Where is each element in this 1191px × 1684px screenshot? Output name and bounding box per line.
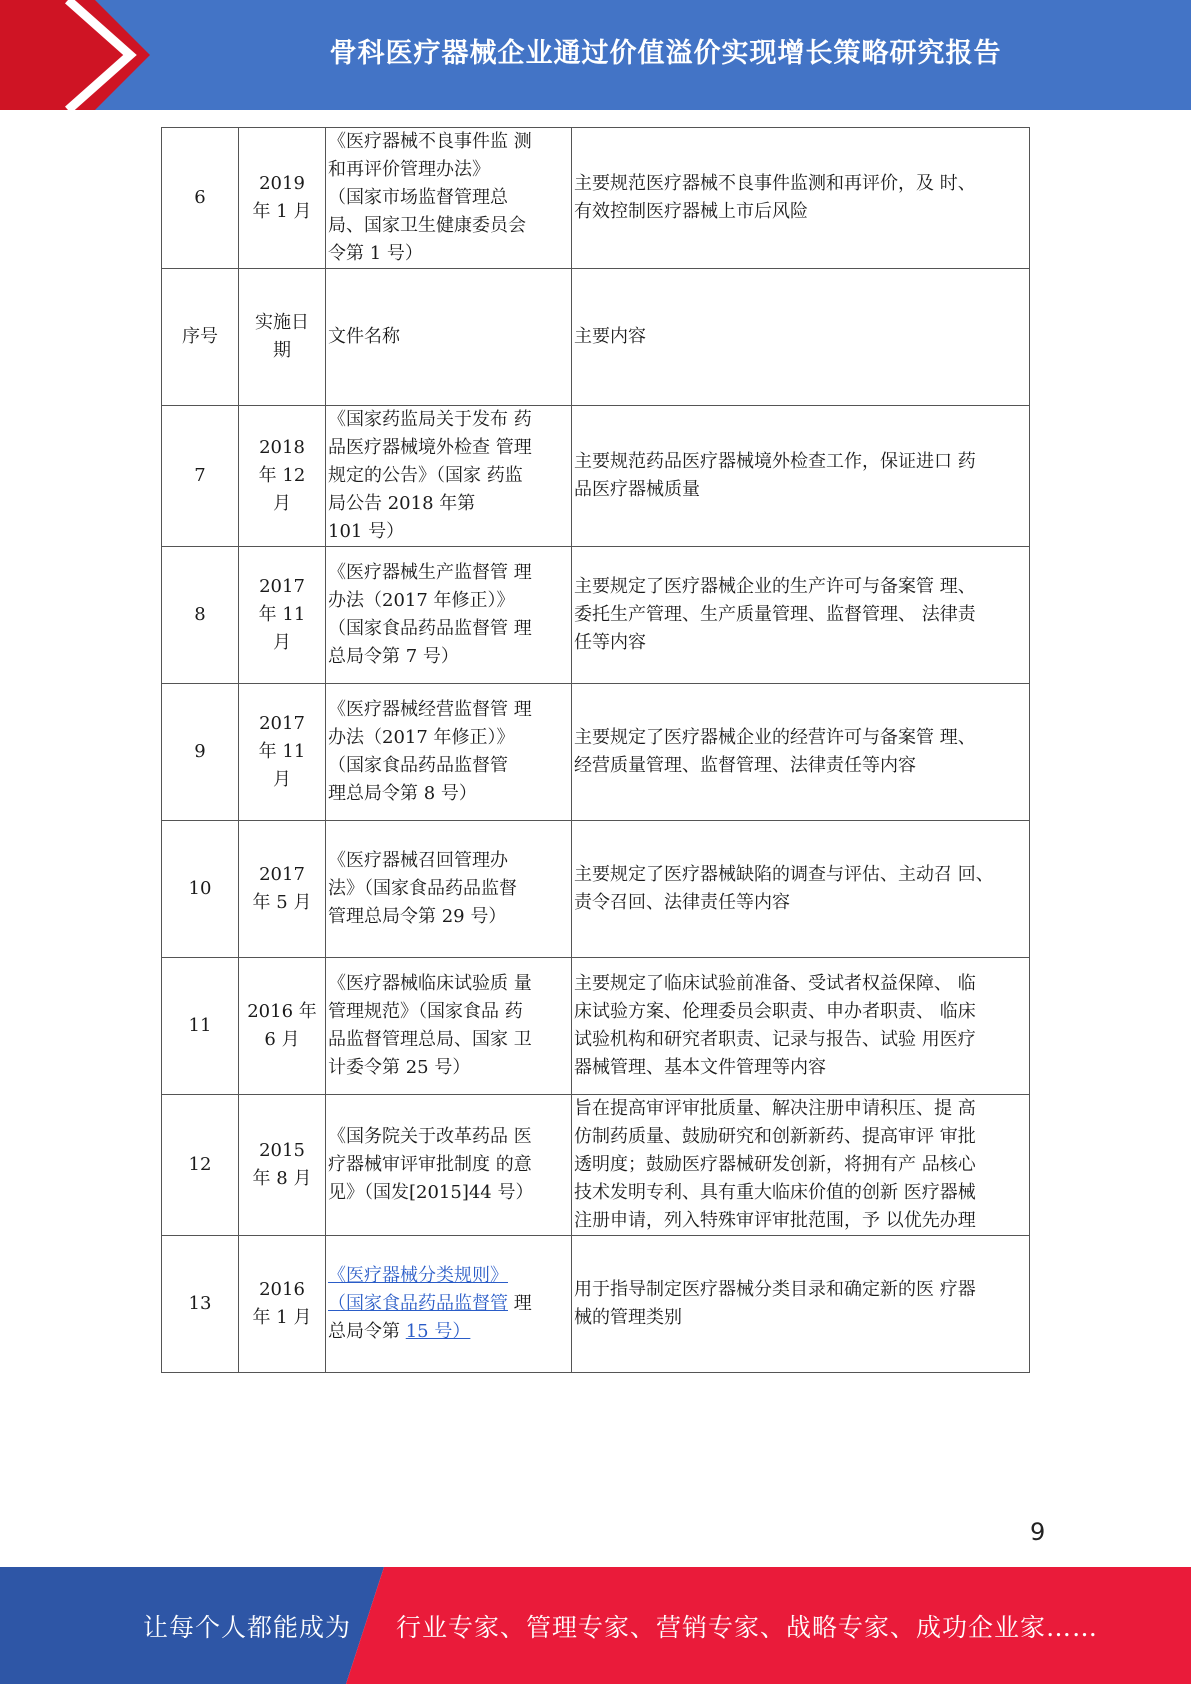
content-line: 主要规范药品医疗器械境外检查工作，保证进口 药	[574, 451, 976, 472]
date-line: 2018	[259, 437, 305, 458]
date-line: 月	[273, 632, 291, 653]
content-line: 品医疗器械质量	[574, 479, 700, 500]
date-line: 年 12	[258, 465, 306, 486]
document-name-line: 《医疗器械生产监督管 理	[328, 562, 532, 583]
date-line: 实施日	[255, 312, 309, 333]
date-line: 2017	[259, 864, 305, 885]
content-line: 透明度；鼓励医疗器械研发创新，将拥有产 品核心	[574, 1154, 976, 1175]
document-name-line: 办法（2017 年修正）》	[328, 727, 515, 748]
date-line: 6 月	[264, 1029, 300, 1050]
content-line: 主要规范医疗器械不良事件监测和再评价，及 时、	[574, 173, 976, 194]
document-name-line: 见》（国发[2015]44 号）	[328, 1182, 534, 1203]
content-line: 器械管理、基本文件管理等内容	[574, 1057, 826, 1078]
document-name-line: 管理规范》（国家食品 药	[328, 1001, 523, 1022]
effective-date-cell	[239, 128, 326, 269]
main-content-cell	[572, 269, 1030, 406]
table-row	[162, 406, 1030, 547]
table-row	[162, 1236, 1030, 1373]
document-name-line: 理总局令第 8 号）	[328, 783, 477, 804]
document-name-text: 理	[508, 1293, 532, 1314]
content-line: 注册申请，列入特殊审评审批范围，予 以优先办理	[574, 1210, 976, 1231]
document-name-line: 疗器械审评审批制度 的意	[328, 1154, 532, 1175]
row-number-cell: 9	[162, 684, 239, 821]
document-name-line: 局、国家卫生健康委员会	[328, 215, 526, 236]
date-line: 2017	[259, 713, 305, 734]
content-line: 仿制药质量、鼓励研究和创新新药、提高审评 审批	[574, 1126, 976, 1147]
content-line: 有效控制医疗器械上市后风险	[574, 201, 808, 222]
row-number-cell: 12	[162, 1095, 239, 1236]
date-line: 年 8 月	[252, 1168, 312, 1189]
row-number-cell: 7	[162, 406, 239, 547]
document-name-line: 品医疗器械境外检查 管理	[328, 437, 532, 458]
content-line: 床试验方案、伦理委员会职责、申办者职责、 临床	[574, 1001, 976, 1022]
document-name-cell	[326, 406, 572, 547]
row-number-cell: 13	[162, 1236, 239, 1373]
table-row	[162, 958, 1030, 1095]
document-name-line: 办法（2017 年修正）》	[328, 590, 515, 611]
document-name-line	[328, 1262, 569, 1290]
document-name-line: 和再评价管理办法》	[328, 159, 490, 180]
page-number: 9	[1030, 1518, 1046, 1546]
document-name-line: 《医疗器械召回管理办	[328, 850, 508, 871]
document-name-line: 品监督管理总局、国家 卫	[328, 1029, 532, 1050]
document-link[interactable]: 15 号）	[405, 1321, 471, 1342]
document-name-cell	[326, 547, 572, 684]
document-name-line: 总局令第 7 号）	[328, 646, 459, 667]
document-name-line: 法》（国家食品药品监督	[328, 878, 517, 899]
main-content-cell	[572, 547, 1030, 684]
red-arrow-decoration	[0, 0, 160, 110]
document-name-text: 总局令第	[328, 1321, 406, 1342]
document-name-line: （国家食品药品监督管	[328, 755, 508, 776]
effective-date-cell	[239, 684, 326, 821]
document-name-cell	[326, 821, 572, 958]
page-header	[0, 0, 1191, 110]
document-name-line: 《国家药监局关于发布 药	[328, 409, 532, 430]
report-title: 骨科医疗器械企业通过价值溢价实现增长策略研究报告	[329, 37, 1002, 69]
content-line: 主要规定了临床试验前准备、受试者权益保障、 临	[574, 973, 976, 994]
document-name-line: 《医疗器械经营监督管 理	[328, 699, 532, 720]
content-line: 委托生产管理、生产质量管理、监督管理、 法律责	[574, 604, 976, 625]
content-line: 任等内容	[574, 632, 646, 653]
table-row	[162, 821, 1030, 958]
date-line: 月	[273, 769, 291, 790]
date-line: 2015	[259, 1140, 305, 1161]
effective-date-cell	[239, 1095, 326, 1236]
main-content-cell	[572, 1095, 1030, 1236]
document-name-line	[328, 1318, 569, 1346]
main-content-cell	[572, 406, 1030, 547]
document-name-cell	[326, 269, 572, 406]
main-content-cell	[572, 1236, 1030, 1373]
row-number-cell: 序号	[162, 269, 239, 406]
content-line: 试验机构和研究者职责、记录与报告、试验 用医疗	[574, 1029, 976, 1050]
main-content-cell	[572, 684, 1030, 821]
document-name-line: 计委令第 25 号）	[328, 1057, 471, 1078]
content-line: 主要内容	[574, 326, 646, 347]
document-name-line: 局公告 2018 年第	[328, 493, 476, 514]
document-name-line: 令第 1 号）	[328, 243, 423, 264]
document-name-line: 《医疗器械不良事件监 测	[328, 131, 532, 152]
date-line: 2017	[259, 576, 305, 597]
page-footer	[0, 1567, 1191, 1684]
footer-slogan-left: 让每个人都能成为	[143, 1612, 352, 1642]
effective-date-cell	[239, 269, 326, 406]
document-link[interactable]: （国家食品药品监督管	[328, 1293, 508, 1314]
document-name-line: 文件名称	[328, 326, 400, 347]
document-name-line	[328, 1290, 569, 1318]
date-line: 年 11	[258, 604, 306, 625]
effective-date-cell	[239, 958, 326, 1095]
effective-date-cell	[239, 1236, 326, 1373]
document-name-line: （国家市场监督管理总	[328, 187, 508, 208]
document-name-line: （国家食品药品监督管 理	[328, 618, 532, 639]
date-line: 年 11	[258, 741, 306, 762]
date-line: 年 1 月	[252, 1307, 312, 1328]
effective-date-cell	[239, 821, 326, 958]
main-content-cell	[572, 821, 1030, 958]
content-line: 主要规定了医疗器械企业的经营许可与备案管 理、	[574, 727, 976, 748]
document-name-cell	[326, 1095, 572, 1236]
content-line: 主要规定了医疗器械缺陷的调查与评估、主动召 回、	[574, 864, 994, 885]
date-line: 年 1 月	[252, 201, 312, 222]
content-line: 用于指导制定医疗器械分类目录和确定新的医 疗器	[574, 1279, 976, 1300]
document-name-cell	[326, 958, 572, 1095]
row-number-cell: 8	[162, 547, 239, 684]
table-row	[162, 128, 1030, 269]
document-name-cell	[326, 128, 572, 269]
date-line: 2016	[259, 1279, 305, 1300]
main-content-cell	[572, 958, 1030, 1095]
document-name-line: 《医疗器械临床试验质 量	[328, 973, 532, 994]
date-line: 期	[273, 340, 291, 361]
date-line: 年 5 月	[252, 892, 312, 913]
row-number-cell: 11	[162, 958, 239, 1095]
content-line: 旨在提高审评审批质量、解决注册申请积压、提 高	[574, 1098, 976, 1119]
effective-date-cell	[239, 547, 326, 684]
table-row	[162, 684, 1030, 821]
date-line: 月	[273, 493, 291, 514]
footer-slogan-right: 行业专家、管理专家、营销专家、战略专家、成功企业家……	[396, 1612, 1099, 1642]
content-line: 经营质量管理、监督管理、法律责任等内容	[574, 755, 916, 776]
document-name-line: 管理总局令第 29 号）	[328, 906, 507, 927]
document-name-line: 《国务院关于改革药品 医	[328, 1126, 532, 1147]
table-row	[162, 1095, 1030, 1236]
date-line: 2016 年	[247, 1001, 317, 1022]
table-row	[162, 269, 1030, 406]
date-line: 2019	[259, 173, 305, 194]
content-line: 技术发明专利、具有重大临床价值的创新 医疗器械	[574, 1182, 976, 1203]
regulations-table	[161, 127, 1030, 1373]
document-name-line: 101 号）	[328, 521, 405, 542]
document-link[interactable]: 《医疗器械分类规则》	[328, 1265, 508, 1286]
row-number-cell: 6	[162, 128, 239, 269]
effective-date-cell	[239, 406, 326, 547]
regulations-table-body	[162, 128, 1030, 1373]
content-line: 械的管理类别	[574, 1307, 682, 1328]
document-name-cell	[326, 1236, 572, 1373]
document-name-line: 规定的公告》（国家 药监	[328, 465, 523, 486]
table-row	[162, 547, 1030, 684]
content-line: 主要规定了医疗器械企业的生产许可与备案管 理、	[574, 576, 976, 597]
row-number-cell: 10	[162, 821, 239, 958]
content-line: 责令召回、法律责任等内容	[574, 892, 790, 913]
document-name-cell	[326, 684, 572, 821]
main-content-cell	[572, 128, 1030, 269]
